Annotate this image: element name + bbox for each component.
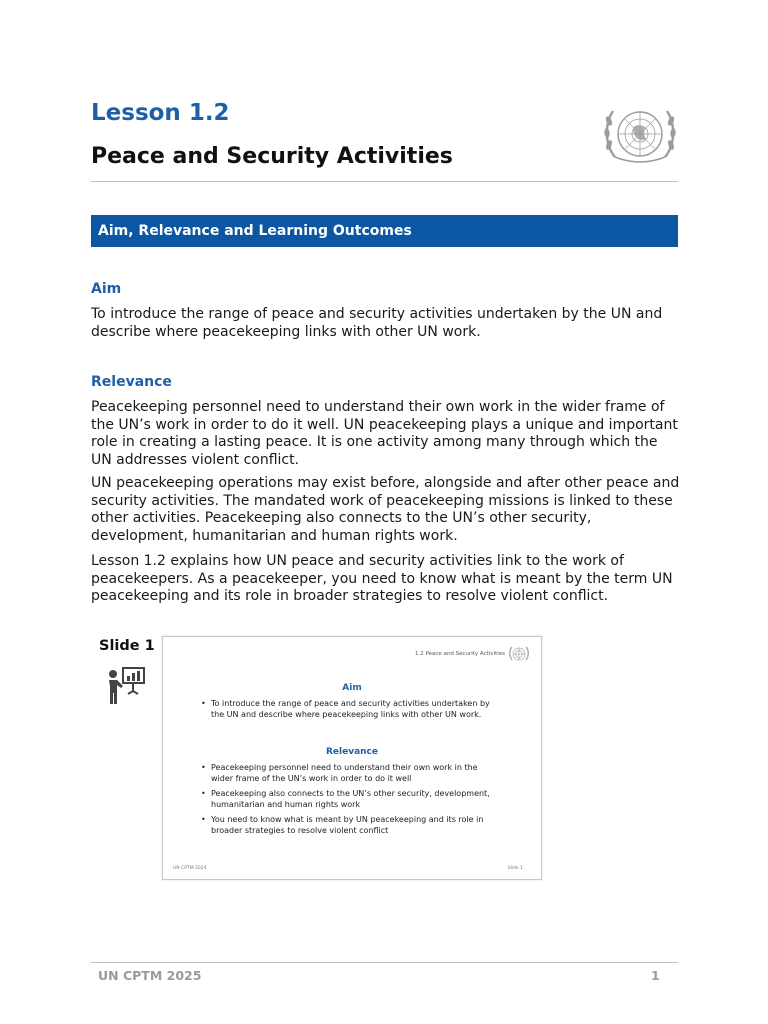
slide-label: Slide 1 — [99, 638, 155, 654]
slide-un-emblem-icon — [509, 644, 529, 664]
slide-aim-bullet: • To introduce the range of peace and security activities undertaken by the UN and describe where peacekeeping links with other UN work. — [201, 699, 501, 720]
slide-header: 1.2 Peace and Security Activities — [414, 651, 505, 657]
slide-relevance-bullet: • Peacekeeping personnel need to understand their own work in the wider frame of the UN’s work in order to do it well — [201, 763, 501, 784]
footer-course-label: UN CPTM 2025 — [98, 968, 202, 983]
slide-relevance-bullet: • You need to know what is meant by UN peacekeeping and its role in broader strategies to resolve violent conflict — [201, 815, 501, 836]
page-number: 1 — [651, 968, 660, 983]
slide-aim-list — [201, 699, 501, 725]
aim-heading: Aim — [91, 281, 122, 297]
slide-relevance-heading: Relevance — [325, 747, 378, 757]
slide-thumbnail — [162, 636, 542, 880]
slide-footer-right: Slide 1 — [507, 866, 523, 871]
section-banner: Aim, Relevance and Learning Outcomes — [91, 215, 678, 247]
slide-aim-heading: Aim — [342, 683, 362, 693]
footer-divider — [91, 962, 678, 963]
slide-footer-left: UN CPTM 2024 — [173, 866, 207, 871]
title-divider — [91, 181, 678, 182]
slide-relevance-list — [201, 763, 501, 841]
aim-paragraph: To introduce the range of peace and security activities undertaken by the UN and describe where peacekeeping links with other UN work. — [91, 306, 663, 340]
relevance-paragraph-3: Lesson 1.2 explains how UN peace and security activities link to the work of peacekeepers. As a peacekeeper, you need to know what is meant by the term UN peacekeeping and its role in broader strategies to resolve violent conflict. — [91, 553, 673, 604]
presenter-icon — [106, 666, 146, 706]
un-emblem-icon — [601, 101, 679, 171]
slide-relevance-bullet: • Peacekeeping also connects to the UN’s other security, development, humanitarian and human rights work — [201, 789, 501, 810]
page-title: Peace and Security Activities — [91, 144, 453, 169]
relevance-paragraph-1: Peacekeeping personnel need to understand their own work in the wider frame of the UN’s work in order to do it well. UN peacekeeping plays a unique and important role in creating a lasting peace. It is one activity among many through which the UN addresses violent conflict. — [91, 399, 678, 468]
relevance-heading: Relevance — [91, 374, 172, 390]
lesson-number: Lesson 1.2 — [91, 100, 230, 126]
relevance-paragraph-2: UN peacekeeping operations may exist before, alongside and after other peace and security activities. The mandated work of peacekeeping missions is linked to these other activities. Peacekeeping also connects to the UN’s other security, development, humanitarian and human rights work. — [91, 475, 680, 544]
